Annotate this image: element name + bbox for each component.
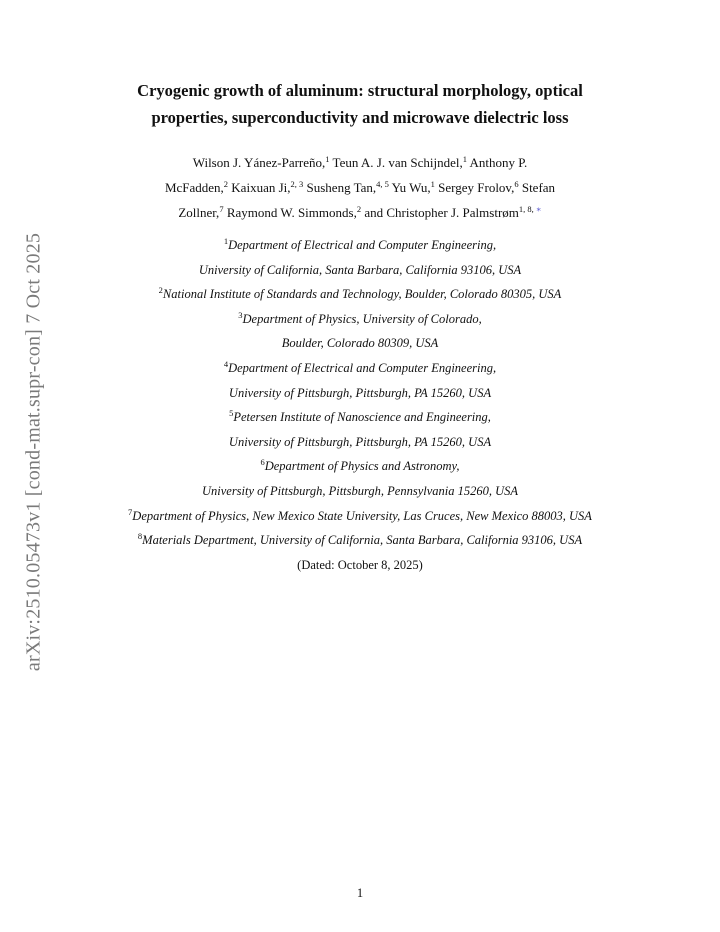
affiliation-text: Petersen Institute of Nanoscience and Engineering, <box>233 410 491 425</box>
author-affil-mark: 7 <box>219 204 224 214</box>
author-name: Zollner, <box>178 205 220 220</box>
affiliation-list <box>40 233 680 553</box>
paper-title <box>60 77 660 131</box>
affiliation-line <box>40 454 680 479</box>
affiliation-number: 5 <box>229 408 234 419</box>
date-line: (Dated: October 8, 2025) <box>297 558 423 572</box>
affiliation-line <box>40 233 680 258</box>
affiliation-text: Department of Electrical and Computer Engineering, <box>228 360 497 375</box>
affiliation-line <box>40 258 680 283</box>
affiliation-text: National Institute of Standards and Technology, Boulder, Colorado 80305, USA <box>162 287 562 302</box>
affiliation-text: University of California, Santa Barbara, California 93106, USA <box>198 262 522 277</box>
author-name: Teun A. J. van Schijndel, <box>329 155 463 170</box>
affiliation-line <box>40 381 680 406</box>
affiliation-number: 2 <box>158 285 163 296</box>
affiliation-text: University of Pittsburgh, Pittsburgh, PA 15260, USA <box>228 385 492 400</box>
affiliation-line <box>40 504 680 529</box>
affiliation-number: 7 <box>128 506 133 517</box>
author-affil-mark-text: 1, 8, <box>518 204 536 214</box>
author-affil-mark <box>519 204 542 214</box>
author-affil-mark: 1 <box>430 179 435 189</box>
author-name: Sergey Frolov, <box>434 180 515 195</box>
affiliation-line <box>40 307 680 332</box>
author-affil-mark: 1 <box>325 154 330 164</box>
affiliation-text: Department of Physics, University of Colorado, <box>242 311 482 326</box>
affiliation-text: Department of Physics and Astronomy, <box>264 459 460 474</box>
affiliation-text: Department of Electrical and Computer Engineering, <box>228 238 497 252</box>
author-name: McFadden, <box>164 180 224 195</box>
author-affil-mark: 6 <box>514 179 519 189</box>
title-line-2: properties, superconductivity and microwave dielectric loss <box>151 108 569 127</box>
author-affil-mark: 4, 5 <box>376 179 389 189</box>
author-name: Kaixuan Ji, <box>228 180 291 195</box>
author-affil-mark: 2 <box>223 179 229 189</box>
affiliation-number: 3 <box>238 309 243 320</box>
affiliation-line <box>40 282 680 307</box>
affiliation-line <box>40 479 680 504</box>
arxiv-identifier[interactable]: arXiv:2510.05473v1 [cond-mat.supr-con] 7 Oct 2025 <box>22 232 45 672</box>
affiliation-text: Materials Department, University of California, Santa Barbara, California 93106, USA <box>142 533 583 548</box>
author-line-2 <box>60 175 660 200</box>
author-name: Wilson J. Yánez-Parreño, <box>192 155 326 170</box>
affiliation-text: University of Pittsburgh, Pittsburgh, PA 15260, USA <box>228 434 492 449</box>
affiliation-line <box>40 430 680 455</box>
affiliation-line <box>40 356 680 381</box>
affiliation-number: 6 <box>260 457 265 468</box>
affiliation-number: 8 <box>137 531 143 542</box>
author-line-3 <box>60 200 660 225</box>
corresponding-author-link[interactable]: ∗ <box>535 204 542 214</box>
title-line-1: Cryogenic growth of aluminum: structural morphology, optical <box>137 81 583 100</box>
author-name: Yu Wu, <box>388 180 431 195</box>
affiliation-line <box>40 331 680 356</box>
affiliation-text: University of Pittsburgh, Pittsburgh, Pennsylvania 15260, USA <box>201 483 519 498</box>
author-list <box>60 150 660 225</box>
affiliation-number: 1 <box>223 236 229 246</box>
author-name: Anthony P. <box>466 155 528 170</box>
page-number: 1 <box>356 886 364 900</box>
affiliation-number: 4 <box>223 358 229 369</box>
affiliation-line <box>40 528 680 553</box>
author-line-1 <box>60 150 660 175</box>
author-affil-mark: 2, 3 <box>290 179 304 189</box>
affiliation-text: Boulder, Colorado 80309, USA <box>281 336 439 351</box>
affiliation-text: Department of Physics, New Mexico State University, Las Cruces, New Mexico 88003, USA <box>132 508 592 523</box>
affiliation-line <box>40 405 680 430</box>
author-affil-mark: 1 <box>462 154 467 164</box>
author-name: and Christopher J. Palmstrøm <box>361 205 519 220</box>
author-affil-mark: 2 <box>356 204 362 214</box>
author-name: Stefan <box>518 180 556 195</box>
author-name: Susheng Tan, <box>303 180 377 195</box>
author-name: Raymond W. Simmonds, <box>223 205 357 220</box>
